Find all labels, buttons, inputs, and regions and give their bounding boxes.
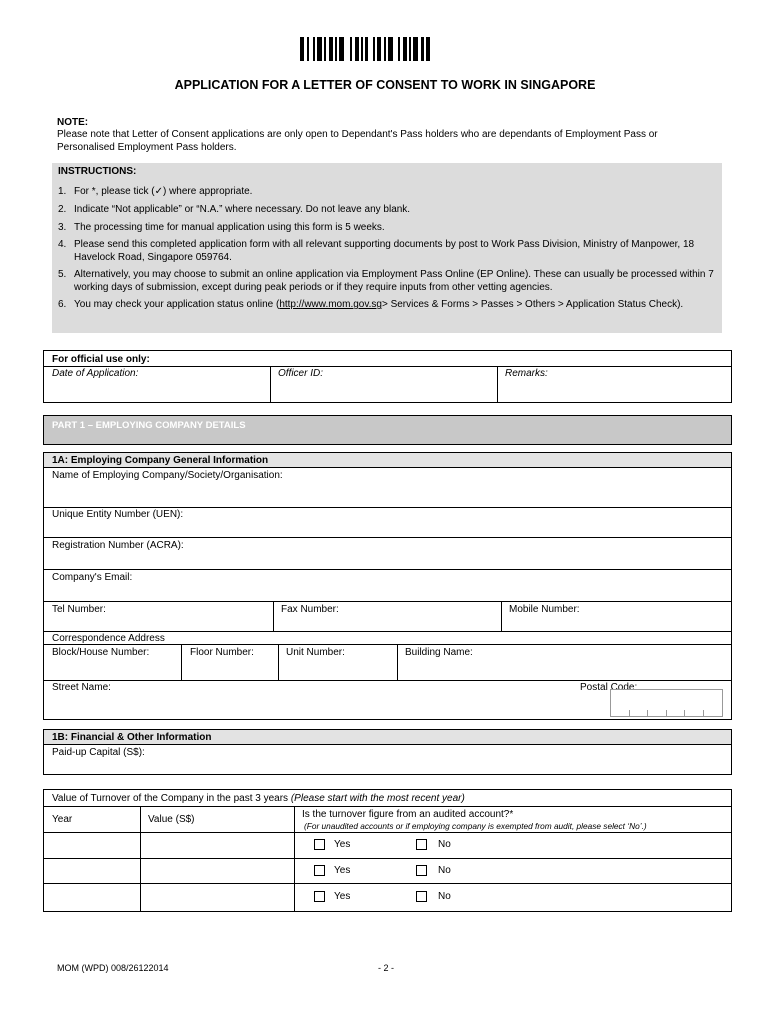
instruction-number: 6.: [58, 299, 67, 311]
turnover-heading-text: Value of Turnover of the Company in the past 3 years: [52, 793, 291, 804]
instructions-list: [58, 186, 714, 317]
audited-yes-label: Yes: [334, 891, 351, 902]
form-code: MOM (WPD) 008/26122014: [57, 963, 169, 973]
instruction-text: Alternatively, you may choose to submit an online application via Employment Pass Online (EP Online). These can usually be processed within 7 working days of submission, except during peak periods or if they require inputs from other vetting agencies.: [74, 269, 714, 293]
instruction-number: 2.: [58, 203, 67, 215]
date-of-application-label: Date of Application:: [52, 368, 139, 379]
audited-yes-label: Yes: [334, 839, 351, 850]
instruction-number: 5.: [58, 269, 67, 281]
audited-no-checkbox[interactable]: [416, 865, 427, 876]
audited-yes-checkbox[interactable]: [314, 891, 325, 902]
official-use-heading: For official use only:: [52, 354, 150, 365]
instruction-number: 4.: [58, 239, 67, 251]
tel-number-label: Tel Number:: [52, 604, 106, 615]
mobile-number-label: Mobile Number:: [509, 604, 580, 615]
turnover-value-field[interactable]: [141, 832, 294, 858]
instruction-text: The processing time for manual application using this form is 5 weeks.: [74, 221, 385, 233]
section-1b: [43, 729, 732, 775]
mobile-number-field[interactable]: [502, 601, 731, 631]
year-column-header: Year: [52, 814, 73, 825]
company-email-field[interactable]: [44, 569, 731, 601]
registration-number-label: Registration Number (ACRA):: [52, 540, 184, 551]
building-name-field[interactable]: [398, 644, 731, 680]
unit-number-field[interactable]: [279, 644, 397, 680]
audited-no-checkbox[interactable]: [416, 839, 427, 850]
turnover-table: [43, 789, 732, 912]
uen-label: Unique Entity Number (UEN):: [52, 509, 184, 520]
instruction-text: You may check your application status online (: [74, 299, 280, 311]
instruction-item: [58, 204, 714, 216]
instruction-text-tail: > Services & Forms > Passes > Others > Application Status Check).: [381, 299, 684, 311]
building-name-label: Building Name:: [405, 647, 473, 658]
section-1b-heading: 1B: Financial & Other Information: [52, 732, 212, 743]
registration-number-field[interactable]: [44, 537, 731, 569]
block-number-label: Block/House Number:: [52, 647, 150, 658]
paid-up-capital-field[interactable]: [44, 744, 731, 774]
paid-up-capital-label: Paid-up Capital (S$):: [52, 747, 145, 758]
correspondence-address-label: Correspondence Address: [52, 633, 165, 644]
barcode: [300, 37, 470, 61]
fax-number-field[interactable]: [274, 601, 501, 631]
audited-no-label: No: [438, 891, 451, 902]
remarks-label: Remarks:: [505, 368, 548, 379]
note-text: Please note that Letter of Consent applications are only open to Dependant's Pass holders who are dependants of Employment Pass or Personalised Employment Pass holders.: [57, 129, 658, 153]
instruction-number: 1.: [58, 186, 67, 197]
postal-code-field[interactable]: [610, 689, 723, 717]
company-email-label: Company's Email:: [52, 572, 133, 583]
instructions-panel: [52, 163, 722, 333]
instruction-item: [58, 186, 714, 198]
officer-id-label: Officer ID:: [278, 368, 324, 379]
note-heading: NOTE:: [57, 117, 89, 128]
tel-number-field[interactable]: [44, 601, 273, 631]
value-column-header: Value (S$): [148, 814, 195, 825]
instruction-item: [58, 222, 714, 234]
company-name-field[interactable]: [44, 467, 731, 507]
instructions-heading: INSTRUCTIONS:: [58, 166, 137, 177]
audited-yes-label: Yes: [334, 865, 351, 876]
block-number-field[interactable]: [44, 644, 181, 680]
uen-field[interactable]: [44, 507, 731, 537]
street-name-label: Street Name:: [52, 682, 111, 693]
instruction-text: For *, please tick (✓) where appropriate.: [74, 186, 253, 197]
year-field[interactable]: [44, 883, 140, 911]
instruction-item: [58, 239, 714, 263]
floor-number-label: Floor Number:: [190, 647, 254, 658]
turnover-heading: [52, 793, 465, 804]
turnover-value-field[interactable]: [141, 858, 294, 883]
postal-code-label: Postal Code:: [580, 682, 638, 693]
company-name-label: Name of Employing Company/Society/Organisation:: [52, 470, 283, 481]
instruction-text: Indicate “Not applicable” or “N.A.” where necessary. Do not leave any blank.: [74, 203, 411, 215]
audited-no-label: No: [438, 865, 451, 876]
section-1a: [43, 452, 732, 720]
mom-website-link[interactable]: http://www.mom.gov.sg: [279, 299, 382, 311]
page-title: APPLICATION FOR A LETTER OF CONSENT TO WORK IN SINGAPORE: [174, 78, 596, 92]
fax-number-label: Fax Number:: [281, 604, 339, 615]
audited-yes-checkbox[interactable]: [314, 839, 325, 850]
turnover-value-field[interactable]: [141, 883, 294, 911]
instruction-text: Please send this completed application form with all relevant supporting documents by post to Work Pass Division, Ministry of Manpower, 18 Havelock Road, Singapore 059764.: [74, 239, 695, 263]
part1-heading: PART 1 – EMPLOYING COMPANY DETAILS: [52, 420, 246, 431]
instruction-item: [58, 269, 714, 293]
page-number: - 2 -: [378, 963, 395, 973]
part1-banner: [43, 415, 732, 445]
year-field[interactable]: [44, 832, 140, 858]
year-field[interactable]: [44, 858, 140, 883]
section-1a-heading: 1A: Employing Company General Information: [52, 455, 269, 466]
official-use-box: [43, 350, 732, 403]
audited-yes-checkbox[interactable]: [314, 865, 325, 876]
street-name-field[interactable]: [44, 680, 574, 719]
audited-no-label: No: [438, 839, 451, 850]
instruction-item: [58, 299, 714, 311]
audited-note: (For unaudited accounts or if employing company is exempted from audit, please select ‘No’.): [304, 821, 647, 831]
instruction-number: 3.: [58, 221, 67, 233]
audited-no-checkbox[interactable]: [416, 891, 427, 902]
floor-number-field[interactable]: [182, 644, 278, 680]
turnover-heading-note: (Please start with the most recent year): [290, 793, 465, 804]
audited-question: Is the turnover figure from an audited account?*: [302, 809, 514, 820]
unit-number-label: Unit Number:: [286, 647, 345, 658]
